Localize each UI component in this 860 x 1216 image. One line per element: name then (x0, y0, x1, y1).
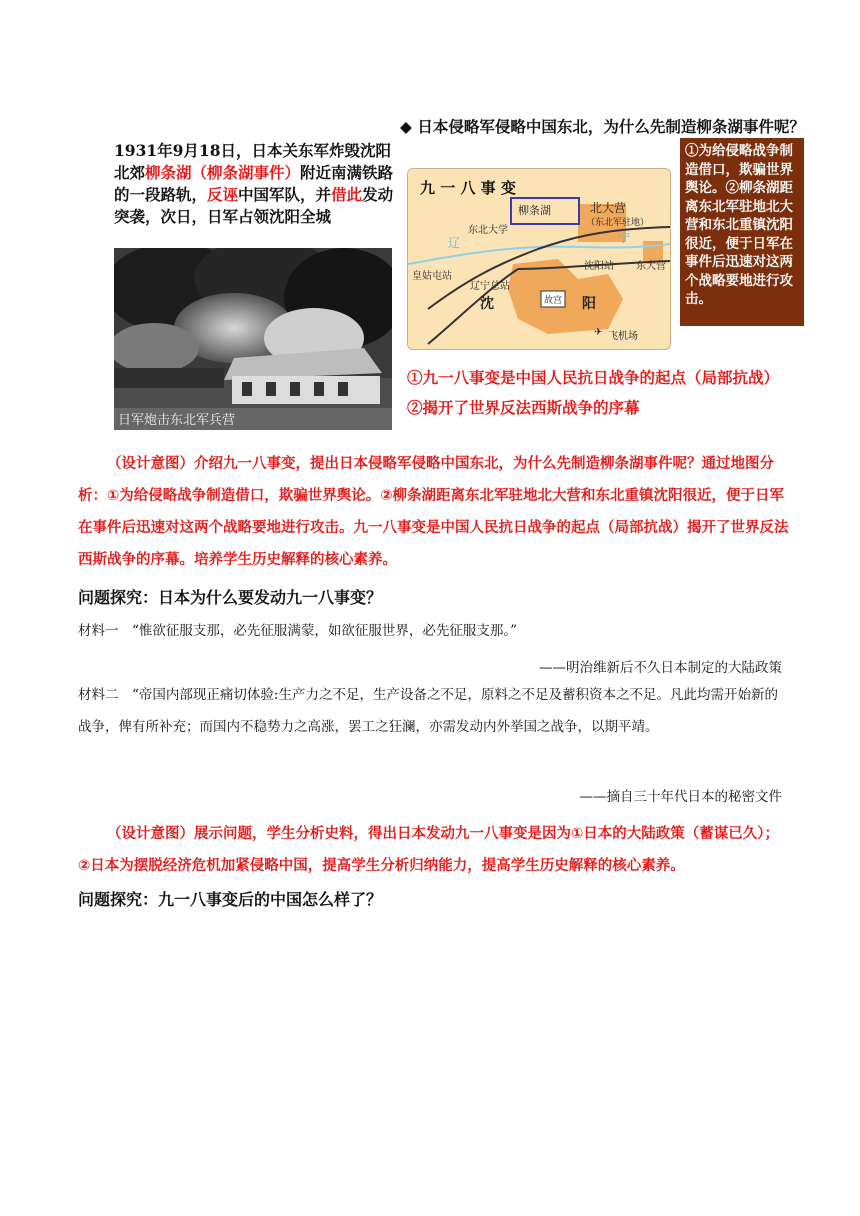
map-label-dongda: 东大营 (636, 261, 666, 272)
question-text: 日本侵略军侵略中国东北，为什么先制造柳条湖事件呢？ (417, 118, 805, 136)
map-918-incident (407, 168, 671, 350)
historical-photo (114, 248, 392, 430)
map-label-gugong: 故宫 (544, 295, 563, 305)
map-label-shenyang-station: 沈阳站 (584, 261, 614, 272)
heading-question-1: 问题探究：日本为什么要发动九一八事变？ (78, 588, 383, 607)
answer-box: ①为给侵略战争制造借口，欺骗世界舆论。②柳条湖距离东北军驻地北大营和东北重镇沈阳很近，便于日军在事件后迅速对这两个战略要地进行攻击。 (680, 138, 804, 326)
design-intent-1: （设计意图）介绍九一八事变，提出日本侵略军侵略中国东北，为什么先制造柳条湖事件呢？通过地图分析：①为给侵略战争制造借口，欺骗世界舆论。②柳条湖距离东北军驻地北大营和东北重镇沈阳很近，便于日军在事件后迅速对这两个战略要地进行攻击。九一八事变是中国人民抗日战争的起点（局部抗战）揭开了世界反法西斯战争的序幕。培养学生历史解释的核心素养。 (78, 456, 789, 568)
map-label-ning: 宁 (618, 231, 631, 245)
map-label-beidaying-sub: （东北军驻地） (586, 217, 650, 227)
intro-text (114, 140, 396, 228)
map-label-shen: 沈 (480, 295, 494, 311)
intro-highlight: 反诬 (207, 185, 239, 204)
intro-part: 发动突袭，次日，日军占领沈阳全城 (114, 185, 394, 226)
intro-part: 附近南满铁路的一段路轨， (114, 163, 394, 204)
burning-barracks-image (114, 248, 392, 430)
material-1: 材料一 “惟欲征服支那，必先征服满蒙，如欲征服世界，必先征服支那。” (78, 623, 518, 639)
airplane-icon: ✈ (594, 327, 603, 338)
source-1: ——明治维新后不久日本制定的大陆政策 (539, 660, 782, 676)
map-label-liaoning-station: 辽宁总站 (470, 281, 510, 292)
map-label-liao: 辽 (448, 236, 461, 250)
map-label-airport: 飞机场 (608, 331, 638, 342)
significance-2: ②揭开了世界反法西斯战争的序幕 (407, 398, 640, 417)
question (400, 117, 812, 138)
heading-question-2: 问题探究：九一八事变后的中国怎么样了？ (78, 890, 383, 909)
photo-caption: 日军炮击东北军兵营 (118, 412, 236, 427)
intro-highlight: 借此 (331, 185, 363, 204)
intro-part: 1931年9月18日，日本关东军炸毁沈阳北郊 (114, 141, 391, 182)
map-label-yang: 阳 (582, 295, 596, 311)
intro-highlight: 柳条湖（柳条湖事件） (145, 163, 301, 182)
diamond-bullet-icon: ◆ (400, 118, 418, 136)
map-label-beidaying: 北大营 (590, 201, 627, 215)
map-label-liutiaohu: 柳条湖 (518, 205, 551, 217)
map-label-dongbei-univ: 东北大学 (468, 225, 508, 236)
design-intent-2: （设计意图）展示问题，学生分析史料，得出日本发动九一八事变是因为①日本的大陆政策（蓄谋已久）；②日本为摆脱经济危机加紧侵略中国，提高学生分析归纳能力，提高学生历史解释的核心素养。 (78, 826, 780, 874)
map-title: 九 一 八 事 变 (420, 179, 516, 197)
material-2: 材料二 “帝国内部现正痛切体验:生产力之不足，生产设备之不足，原料之不足及蓄积资本之不足。凡此均需开始新的战争，俾有所补充；而国内不稳势力之高涨，罢工之狂澜，亦需发动内外挙国之战争，以期平靖。 (78, 687, 778, 735)
intro-part: 中国军队，并 (238, 185, 332, 204)
map-label-huanggutun: 皇姑屯站 (412, 271, 452, 282)
significance-1: ①九一八事变是中国人民抗日战争的起点（局部抗战） (407, 368, 780, 387)
source-2: ——摘自三十年代日本的秘密文件 (579, 789, 782, 805)
